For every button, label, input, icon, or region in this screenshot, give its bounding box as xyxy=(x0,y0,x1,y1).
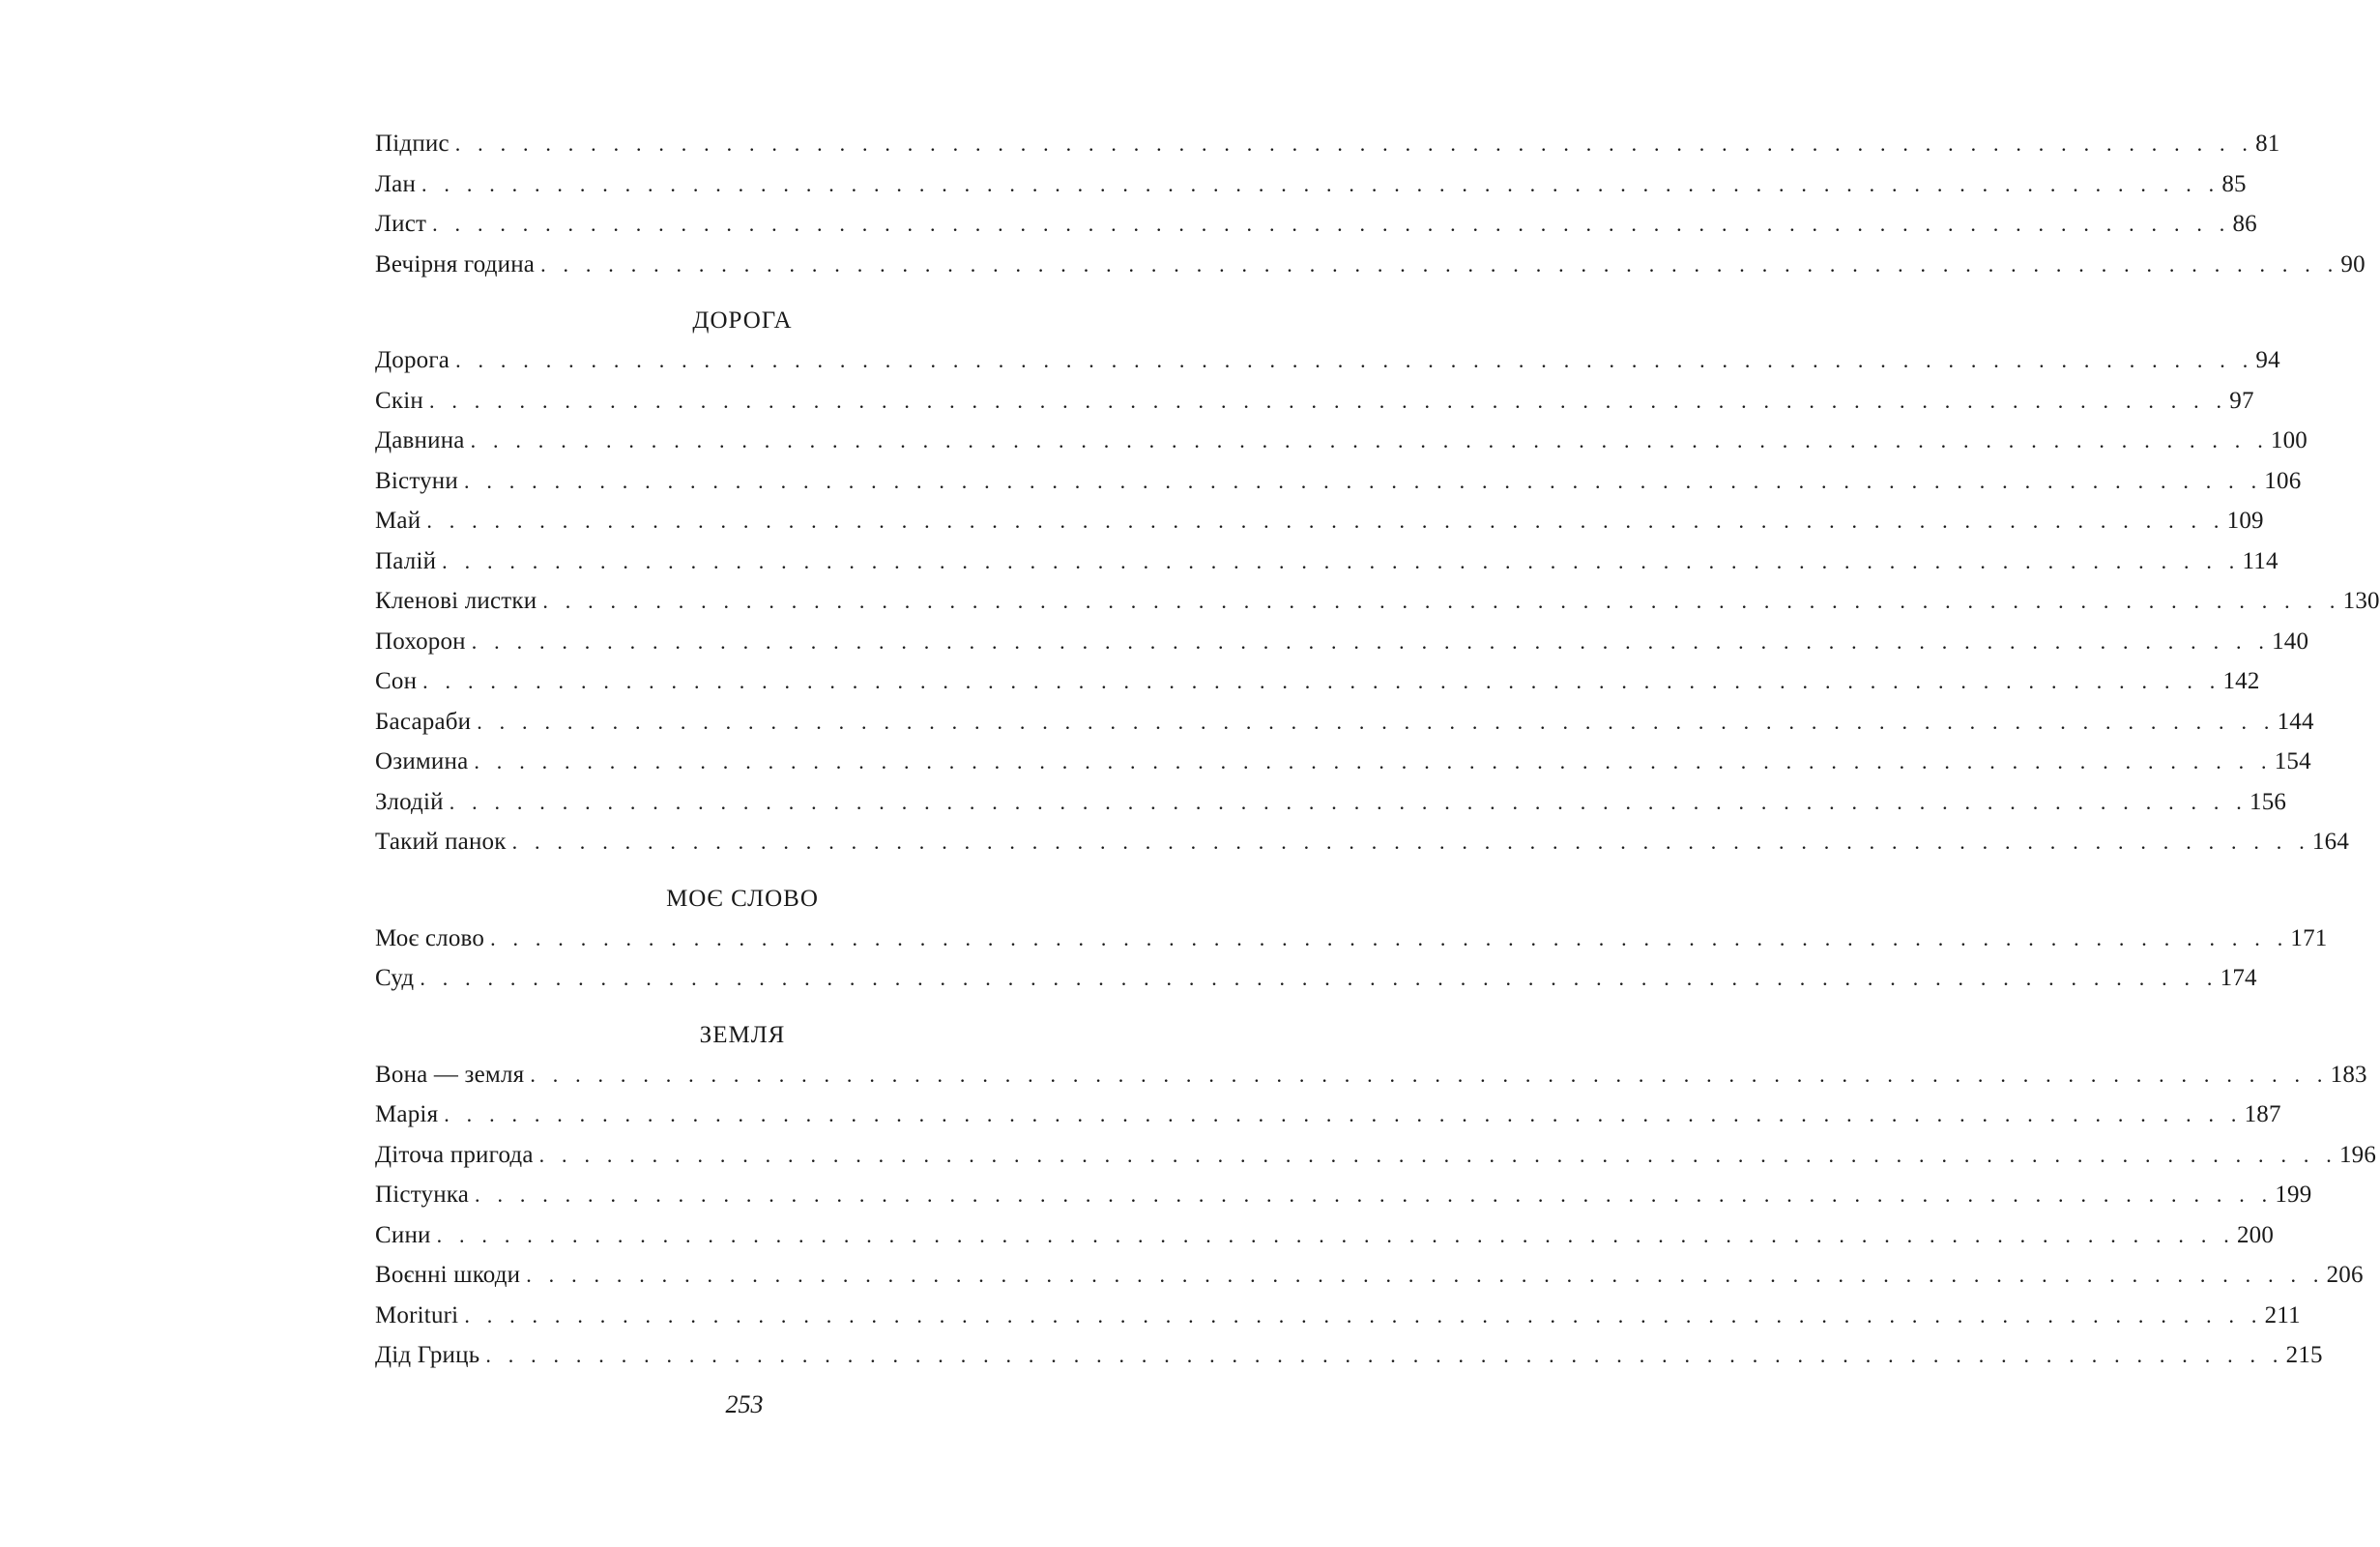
entry-page-number: 100 xyxy=(2270,427,2308,453)
toc-entry xyxy=(375,1175,2312,1215)
entry-title: Такий панок xyxy=(375,829,507,855)
entry-title: Похорон xyxy=(375,628,466,655)
entry-title: Марія xyxy=(375,1101,439,1127)
dot-leader: . . . . . . . . . . . . . . . . . . . . . . . . . . . . . . . . . . . . . . . . . . . . . . . . . . . . . . . . . . . . . . . . . . . . . . . . . . . . . . . . xyxy=(454,131,2254,156)
entry-page-number: 199 xyxy=(2275,1182,2312,1208)
dot-leader: . . . . . . . . . . . . . . . . . . . . . . . . . . . . . . . . . . . . . . . . . . . . . . . . . . . . . . . . . . . . . . . . . . . . . . . . . . . . . . . . xyxy=(449,789,2249,814)
toc-entry xyxy=(375,204,2257,245)
dot-leader: . . . . . . . . . . . . . . . . . . . . . . . . . . . . . . . . . . . . . . . . . . . . . . . . . . . . . . . . . . . . . . . . . . . . . . . . . . . . . . . . xyxy=(444,1102,2243,1126)
toc-entry xyxy=(375,702,2314,743)
toc-entry xyxy=(375,1255,2364,1296)
entry-title: Вечірня година xyxy=(375,250,536,277)
entry-page-number: 94 xyxy=(2255,347,2280,373)
entry-title: Лан xyxy=(375,170,417,197)
toc-entry xyxy=(375,340,2280,381)
entry-page-number: 211 xyxy=(2264,1301,2301,1328)
dot-leader: . . . . . . . . . . . . . . . . . . . . . . . . . . . . . . . . . . . . . . . . . . . . . . . . . . . . . . . . . . . . . . . . . . . . . . . . . . . . . . . . xyxy=(463,468,2263,493)
entry-page-number: 130 xyxy=(2342,588,2380,614)
entry-title: Моє слово xyxy=(375,924,485,951)
dot-leader: . . . . . . . . . . . . . . . . . . . . . . . . . . . . . . . . . . . . . . . . . . . . . . . . . . . . . . . . . . . . . . . . . . . . . . . . . . . . . . . . xyxy=(485,1343,2284,1367)
toc-entry xyxy=(375,541,2278,582)
dot-leader: . . . . . . . . . . . . . . . . . . . . . . . . . . . . . . . . . . . . . . . . . . . . . . . . . . . . . . . . . . . . . . . . . . . . . . . . . . . . . . . . xyxy=(471,628,2271,654)
dot-leader: . . . . . . . . . . . . . . . . . . . . . . . . . . . . . . . . . . . . . . . . . . . . . . . . . . . . . . . . . . . . . . . . . . . . . . . . . . . . . . . . xyxy=(530,1062,2329,1087)
entry-page-number: 97 xyxy=(2229,387,2254,414)
entry-page-number: 114 xyxy=(2242,547,2278,574)
entry-page-number: 156 xyxy=(2249,788,2287,815)
entry-page-number: 106 xyxy=(2264,467,2302,494)
entry-title: Кленові листки xyxy=(375,588,537,614)
entry-title: Діточа пригода xyxy=(375,1141,534,1168)
dot-leader: . . . . . . . . . . . . . . . . . . . . . . . . . . . . . . . . . . . . . . . . . . . . . . . . . . . . . . . . . . . . . . . . . . . . . . . . . . . . . . . . xyxy=(436,1222,2235,1247)
dot-leader: . . . . . . . . . . . . . . . . . . . . . . . . . . . . . . . . . . . . . . . . . . . . . . . . . . . . . . . . . . . . . . . . . . . . . . . . . . . . . . . . xyxy=(464,1302,2263,1328)
entry-page-number: 174 xyxy=(2220,965,2257,991)
entry-title: Май xyxy=(375,508,421,534)
dot-leader: . . . . . . . . . . . . . . . . . . . . . . . . . . . . . . . . . . . . . . . . . . . . . . . . . . . . . . . . . . . . . . . . . . . . . . . . . . . . . . . . xyxy=(474,749,2273,774)
entry-page-number: 90 xyxy=(2340,250,2365,277)
dot-leader: . . . . . . . . . . . . . . . . . . . . . . . . . . . . . . . . . . . . . . . . . . . . . . . . . . . . . . . . . . . . . . . . . . . . . . . . . . . . . . . . xyxy=(442,548,2241,573)
toc-entry xyxy=(375,1055,2367,1095)
dot-leader: . . . . . . . . . . . . . . . . . . . . . . . . . . . . . . . . . . . . . . . . . . . . . . . . . . . . . . . . . . . . . . . . . . . . . . . . . . . . . . . . xyxy=(422,669,2221,693)
entry-page-number: 140 xyxy=(2272,628,2309,655)
entry-title: Скін xyxy=(375,387,423,414)
toc-entry xyxy=(375,742,2311,782)
toc-entry xyxy=(375,958,2257,999)
entry-page-number: 206 xyxy=(2326,1262,2364,1288)
entry-page-number: 109 xyxy=(2226,508,2264,534)
toc-entry xyxy=(375,461,2302,502)
toc-entry xyxy=(375,1095,2281,1135)
entry-page-number: 187 xyxy=(2244,1101,2281,1127)
entry-page-number: 171 xyxy=(2290,924,2328,951)
entry-title: Басараби xyxy=(375,708,472,735)
entry-page-number: 81 xyxy=(2255,131,2280,157)
section-heading: МОЄ СЛОВО xyxy=(666,885,819,912)
dot-leader: . . . . . . . . . . . . . . . . . . . . . . . . . . . . . . . . . . . . . . . . . . . . . . . . . . . . . . . . . . . . . . . . . . . . . . . . . . . . . . . . xyxy=(428,388,2228,413)
entry-page-number: 164 xyxy=(2311,829,2350,855)
entry-page-number: 85 xyxy=(2221,170,2247,197)
dot-leader: . . . . . . . . . . . . . . . . . . . . . . . . . . . . . . . . . . . . . . . . . . . . . . . . . . . . . . . . . . . . . . . . . . . . . . . . . . . . . . . . xyxy=(432,212,2231,236)
entry-title: Дід Гриць xyxy=(375,1342,480,1368)
dot-leader: . . . . . . . . . . . . . . . . . . . . . . . . . . . . . . . . . . . . . . . . . . . . . . . . . . . . . . . . . . . . . . . . . . . . . . . . . . . . . . . . xyxy=(490,925,2289,950)
entry-title: Підпис xyxy=(375,131,450,157)
table-of-contents xyxy=(375,124,2380,1376)
entry-page-number: 215 xyxy=(2285,1342,2323,1368)
entry-title: Вона — земля xyxy=(375,1061,525,1088)
dot-leader: . . . . . . . . . . . . . . . . . . . . . . . . . . . . . . . . . . . . . . . . . . . . . . . . . . . . . . . . . . . . . . . . . . . . . . . . . . . . . . . . xyxy=(421,171,2220,196)
dot-leader: . . . . . . . . . . . . . . . . . . . . . . . . . . . . . . . . . . . . . . . . . . . . . . . . . . . . . . . . . . . . . . . . . . . . . . . . . . . . . . . . xyxy=(475,1182,2274,1207)
entry-title: Вістуни xyxy=(375,467,458,494)
entry-page-number: 142 xyxy=(2222,668,2260,694)
toc-entry xyxy=(375,1215,2275,1256)
page-number: 253 xyxy=(725,1390,764,1418)
toc-entry xyxy=(375,581,2380,622)
toc-entry xyxy=(375,1135,2377,1176)
entry-page-number: 154 xyxy=(2274,748,2311,774)
toc-entry xyxy=(375,164,2247,205)
dot-leader: . . . . . . . . . . . . . . . . . . . . . . . . . . . . . . . . . . . . . . . . . . . . . . . . . . . . . . . . . . . . . . . . . . . . . . . . . . . . . . . . xyxy=(540,251,2339,277)
entry-title: Злодій xyxy=(375,788,444,815)
dot-leader: . . . . . . . . . . . . . . . . . . . . . . . . . . . . . . . . . . . . . . . . . . . . . . . . . . . . . . . . . . . . . . . . . . . . . . . . . . . . . . . . xyxy=(470,428,2269,452)
dot-leader: . . . . . . . . . . . . . . . . . . . . . . . . . . . . . . . . . . . . . . . . . . . . . . . . . . . . . . . . . . . . . . . . . . . . . . . . . . . . . . . . xyxy=(477,709,2276,734)
toc-entry xyxy=(375,501,2264,541)
entry-page-number: 196 xyxy=(2338,1141,2377,1168)
entry-title: Пістунка xyxy=(375,1182,470,1208)
entry-title: Сини xyxy=(375,1221,431,1248)
entry-page-number: 144 xyxy=(2277,708,2314,735)
dot-leader: . . . . . . . . . . . . . . . . . . . . . . . . . . . . . . . . . . . . . . . . . . . . . . . . . . . . . . . . . . . . . . . . . . . . . . . . . . . . . . . . xyxy=(542,589,2341,613)
toc-entry xyxy=(375,245,2365,285)
dot-leader: . . . . . . . . . . . . . . . . . . . . . . . . . . . . . . . . . . . . . . . . . . . . . . . . . . . . . . . . . . . . . . . . . . . . . . . . . . . . . . . . xyxy=(455,348,2254,372)
dot-leader: . . . . . . . . . . . . . . . . . . . . . . . . . . . . . . . . . . . . . . . . . . . . . . . . . . . . . . . . . . . . . . . . . . . . . . . . . . . . . . . . xyxy=(511,830,2310,854)
entry-title: Дорога xyxy=(375,347,450,373)
toc-entry xyxy=(375,124,2280,164)
entry-title: Воєнні шкоди xyxy=(375,1262,521,1288)
toc-entry xyxy=(375,1335,2323,1376)
entry-page-number: 86 xyxy=(2232,211,2257,237)
toc-entry xyxy=(375,822,2350,862)
entry-page-number: 200 xyxy=(2236,1221,2275,1248)
toc-entry xyxy=(375,661,2260,702)
toc-entry xyxy=(375,1296,2301,1336)
dot-leader: . . . . . . . . . . . . . . . . . . . . . . . . . . . . . . . . . . . . . . . . . . . . . . . . . . . . . . . . . . . . . . . . . . . . . . . . . . . . . . . . xyxy=(538,1142,2337,1167)
entry-title: Сон xyxy=(375,668,418,694)
entry-page-number: 183 xyxy=(2330,1061,2367,1088)
dot-leader: . . . . . . . . . . . . . . . . . . . . . . . . . . . . . . . . . . . . . . . . . . . . . . . . . . . . . . . . . . . . . . . . . . . . . . . . . . . . . . . . xyxy=(426,509,2225,533)
entry-title: Озимина xyxy=(375,748,469,774)
toc-entry xyxy=(375,919,2328,959)
entry-title: Суд xyxy=(375,965,415,991)
dot-leader: . . . . . . . . . . . . . . . . . . . . . . . . . . . . . . . . . . . . . . . . . . . . . . . . . . . . . . . . . . . . . . . . . . . . . . . . . . . . . . . . xyxy=(420,966,2219,990)
entry-title: Палій xyxy=(375,547,437,574)
toc-entry xyxy=(375,622,2309,662)
toc-entry xyxy=(375,782,2287,823)
entry-title: Лист xyxy=(375,211,427,237)
toc-entry xyxy=(375,421,2308,461)
toc-entry xyxy=(375,381,2254,422)
entry-title: Давнина xyxy=(375,427,465,453)
dot-leader: . . . . . . . . . . . . . . . . . . . . . . . . . . . . . . . . . . . . . . . . . . . . . . . . . . . . . . . . . . . . . . . . . . . . . . . . . . . . . . . . xyxy=(526,1263,2325,1287)
section-heading: ЗЕМЛЯ xyxy=(699,1021,786,1048)
entry-title: Morituri xyxy=(375,1301,459,1328)
section-heading: ДОРОГА xyxy=(692,307,793,334)
